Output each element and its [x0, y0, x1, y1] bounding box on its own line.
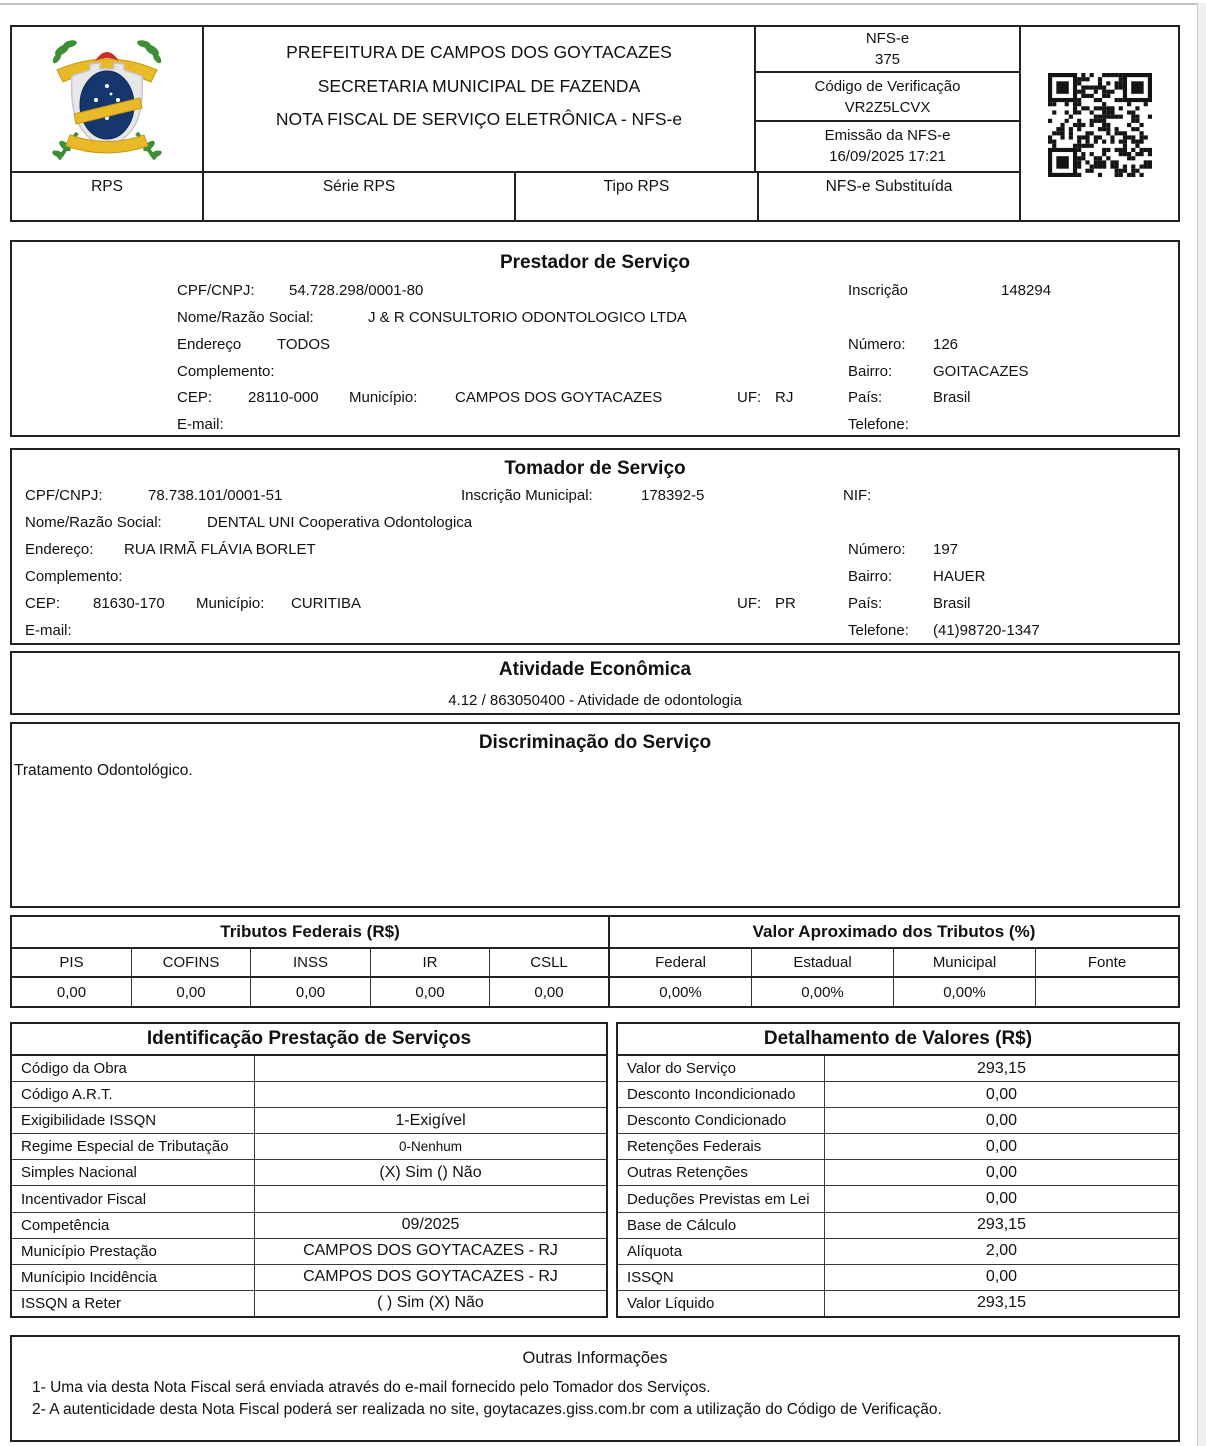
row-value: CAMPOS DOS GOYTACAZES - RJ	[303, 1242, 558, 1260]
row-label: Incentivador Fiscal	[12, 1186, 255, 1211]
tomador-endereco-value: RUA IRMÃ FLÁVIA BORLET	[124, 541, 316, 558]
tributos-federais-title: Tributos Federais (R$)	[12, 917, 610, 947]
row-label: Deduções Previstas em Lei	[618, 1186, 825, 1211]
municipal-coat-of-arms-logo	[32, 30, 182, 170]
tomador-endereco-label: Endereço:	[25, 541, 94, 558]
header-box	[10, 25, 1180, 222]
tomador-uf-label: UF:	[737, 595, 762, 612]
table-row	[12, 1212, 606, 1238]
table-row	[12, 1081, 606, 1107]
serie-rps-label: Série RPS	[204, 173, 516, 221]
table-row	[12, 1133, 606, 1159]
discriminacao-text: Tratamento Odontológico.	[14, 762, 193, 779]
col-federal: Federal	[610, 949, 752, 976]
tributos-table	[10, 915, 1180, 1008]
val-csll: 0,00	[490, 978, 610, 1006]
prestador-title: Prestador de Serviço	[499, 252, 691, 273]
header-title-line1: PREFEITURA DE CAMPOS DOS GOYTACAZES	[286, 42, 672, 62]
tomador-nome-label: Nome/Razão Social:	[25, 514, 162, 531]
tributos-column-headers	[12, 949, 1178, 978]
val-municipal: 0,00%	[894, 978, 1036, 1006]
row-value: 1-Exigível	[395, 1111, 466, 1129]
prestador-inscricao-label: Inscrição	[848, 282, 909, 299]
prestador-uf-label: UF:	[737, 389, 762, 406]
prestador-municipio-label: Município:	[349, 389, 418, 406]
val-inss: 0,00	[251, 978, 371, 1006]
row-value: 0,00	[985, 1163, 1018, 1181]
prestador-nome-value: J & R CONSULTORIO ODONTOLOGICO LTDA	[368, 309, 687, 326]
row-value: 293,15	[977, 1216, 1026, 1234]
prestador-bairro-label: Bairro:	[848, 363, 893, 380]
prestador-endereco-label: Endereço	[177, 336, 242, 353]
row-value: CAMPOS DOS GOYTACAZES - RJ	[303, 1268, 558, 1286]
prestador-cep-value: 28110-000	[248, 389, 319, 406]
table-row	[618, 1212, 1178, 1238]
row-label: Simples Nacional	[12, 1160, 255, 1185]
prestador-nome-label: Nome/Razão Social:	[177, 309, 314, 326]
row-label: Base de Cálculo	[618, 1213, 825, 1238]
tomador-cep-value: 81630-170	[93, 595, 165, 612]
logo-cell	[12, 27, 204, 171]
tomador-nif-label: NIF:	[843, 487, 872, 504]
row-value: 0,00	[985, 1190, 1018, 1208]
prestador-box	[10, 240, 1180, 437]
prestador-cpf-value: 54.728.298/0001-80	[289, 282, 424, 299]
tomador-nome-value: DENTAL UNI Cooperativa Odontologica	[207, 514, 473, 531]
row-value: 0,00	[985, 1111, 1018, 1129]
row-value: 293,15	[977, 1059, 1026, 1077]
tomador-box	[10, 448, 1180, 645]
table-row	[618, 1056, 1178, 1081]
table-row	[12, 1290, 606, 1316]
prestador-telefone-label: Telefone:	[848, 416, 909, 433]
row-value: ( ) Sim (X) Não	[377, 1294, 484, 1312]
col-cofins: COFINS	[132, 949, 251, 976]
page-right-edge	[1197, 3, 1198, 1446]
prestador-complemento-label: Complemento:	[177, 363, 275, 380]
table-row	[618, 1133, 1178, 1159]
tributos-aproximado-title: Valor Aproximado dos Tributos (%)	[752, 922, 1036, 941]
prestador-endereco-value: TODOS	[277, 336, 331, 353]
tomador-cpf-value: 78.738.101/0001-51	[148, 487, 283, 504]
table-row	[618, 1081, 1178, 1107]
emission-datetime: 16/09/2025 17:21	[829, 148, 946, 166]
row-value: 0-Nenhum	[398, 1139, 463, 1155]
qr-code	[1048, 73, 1152, 177]
row-label: Alíquota	[618, 1239, 825, 1264]
row-value	[255, 1186, 606, 1211]
col-municipal: Municipal	[894, 949, 1036, 976]
discriminacao-title: Discriminação do Serviço	[478, 732, 712, 753]
row-value: 0,00	[985, 1268, 1018, 1286]
row-label: Valor do Serviço	[618, 1056, 825, 1081]
prestador-cep-label: CEP:	[177, 389, 213, 406]
val-pis: 0,00	[12, 978, 132, 1006]
tomador-numero-value: 197	[933, 541, 959, 558]
atividade-box	[10, 651, 1180, 715]
tomador-bairro-value: HAUER	[933, 568, 986, 585]
prestador-inscricao-value: 148294	[1001, 282, 1052, 299]
tomador-municipio-label: Município:	[196, 595, 265, 612]
tomador-title: Tomador de Serviço	[504, 458, 686, 479]
row-label: ISSQN a Reter	[12, 1291, 255, 1316]
outras-line1: 1- Uma via desta Nota Fiscal será enviada através do e-mail fornecido pelo Tomador dos Serviços.	[32, 1379, 711, 1396]
detalhamento-title: Detalhamento de Valores (R$)	[618, 1024, 1178, 1056]
tomador-pais-value: Brasil	[933, 595, 971, 612]
identificacao-table	[10, 1022, 608, 1318]
table-row	[12, 1185, 606, 1211]
verification-code: VR2Z5LCVX	[844, 98, 931, 116]
row-label: Código da Obra	[12, 1056, 255, 1081]
row-label: Outras Retenções	[618, 1160, 825, 1185]
tomador-cpf-label: CPF/CNPJ:	[25, 487, 103, 504]
header-titles	[204, 27, 756, 171]
nfse-label: NFS-e	[865, 30, 910, 47]
table-row	[618, 1290, 1178, 1316]
prestador-cpf-label: CPF/CNPJ:	[177, 282, 255, 299]
tomador-pais-label: País:	[848, 595, 883, 612]
emission-cell	[756, 122, 1019, 171]
tomador-complemento-label: Complemento:	[25, 568, 123, 585]
tomador-municipio-value: CURITIBA	[291, 595, 362, 612]
tributos-values-row	[12, 978, 1178, 1006]
rps-row	[12, 171, 1019, 221]
row-label: Desconto Condicionado	[618, 1108, 825, 1133]
val-cofins: 0,00	[132, 978, 251, 1006]
row-label: Munícipio Incidência	[12, 1265, 255, 1290]
verification-code-cell	[756, 73, 1019, 122]
row-value: 293,15	[977, 1294, 1026, 1312]
rps-label: RPS	[12, 173, 204, 221]
row-label: Código A.R.T.	[12, 1082, 255, 1107]
tomador-telefone-label: Telefone:	[848, 622, 909, 639]
table-row	[618, 1264, 1178, 1290]
header-nfse-info	[756, 27, 1019, 171]
verification-label: Código de Verificação	[814, 77, 961, 95]
outras-line2: 2- A autenticidade desta Nota Fiscal poderá ser realizada no site, goytacazes.giss.com.br com a utilização do Código de Verificação.	[32, 1401, 942, 1418]
table-row	[618, 1185, 1178, 1211]
prestador-numero-label: Número:	[848, 336, 906, 353]
col-pis: PIS	[12, 949, 132, 976]
page-right-edge-fill	[1198, 3, 1206, 1446]
detalhamento-table	[616, 1022, 1180, 1318]
header-title-line2: SECRETARIA MUNICIPAL DE FAZENDA	[317, 75, 641, 96]
outras-informacoes-box	[10, 1335, 1180, 1442]
table-row	[618, 1159, 1178, 1185]
tomador-telefone-value: (41)98720-1347	[933, 622, 1040, 639]
emission-label: Emissão da NFS-e	[824, 127, 951, 145]
val-estadual: 0,00%	[752, 978, 894, 1006]
row-value: (X) Sim () Não	[379, 1163, 482, 1181]
table-row	[12, 1159, 606, 1185]
prestador-municipio-value: CAMPOS DOS GOYTACAZES	[455, 389, 663, 406]
table-row	[12, 1264, 606, 1290]
prestador-numero-value: 126	[933, 336, 959, 353]
table-row	[618, 1238, 1178, 1264]
outras-title: Outras Informações	[522, 1349, 668, 1367]
row-value: 0,00	[985, 1137, 1018, 1155]
row-value: 0,00	[985, 1085, 1018, 1103]
identificacao-title: Identificação Prestação de Serviços	[12, 1024, 606, 1056]
col-estadual: Estadual	[752, 949, 894, 976]
page-top-edge	[0, 3, 1206, 5]
row-label: Desconto Incondicionado	[618, 1082, 825, 1107]
table-row	[12, 1056, 606, 1081]
prestador-pais-value: Brasil	[933, 389, 971, 406]
tomador-inscricao-municipal-value: 178392-5	[641, 487, 705, 504]
row-label: Exigibilidade ISSQN	[12, 1108, 255, 1133]
tomador-inscricao-municipal-label: Inscrição Municipal:	[461, 487, 593, 504]
col-fonte: Fonte	[1087, 954, 1127, 971]
nfse-substituida-label: NFS-e Substituída	[825, 177, 953, 195]
row-label: Retenções Federais	[618, 1134, 825, 1159]
col-ir: IR	[371, 949, 490, 976]
discriminacao-box	[10, 722, 1180, 908]
row-label: ISSQN	[618, 1265, 825, 1290]
val-fonte	[1036, 978, 1178, 1006]
col-csll: CSLL	[490, 949, 610, 976]
header-title-line3: NOTA FISCAL DE SERVIÇO ELETRÔNICA - NFS-e	[275, 109, 683, 129]
row-value: 2,00	[985, 1242, 1018, 1260]
table-row	[618, 1107, 1178, 1133]
row-label: Regime Especial de Tributação	[12, 1134, 255, 1159]
row-value: 09/2025	[401, 1216, 460, 1234]
atividade-value: 4.12 / 863050400 - Atividade de odontologia	[448, 692, 742, 709]
col-inss: INSS	[251, 949, 371, 976]
nfse-number-cell	[756, 27, 1019, 73]
val-federal: 0,00%	[610, 978, 752, 1006]
val-ir: 0,00	[371, 978, 490, 1006]
tomador-bairro-label: Bairro:	[848, 568, 893, 585]
row-label: Competência	[12, 1213, 255, 1238]
header-main	[12, 27, 1019, 220]
prestador-email-label: E-mail:	[177, 416, 224, 433]
nfse-number: 375	[874, 51, 901, 68]
row-label: Valor Líquido	[618, 1291, 825, 1316]
table-row	[12, 1107, 606, 1133]
table-row	[12, 1238, 606, 1264]
row-label: Município Prestação	[12, 1239, 255, 1264]
qr-cell	[1019, 27, 1178, 220]
tomador-uf-value: PR	[775, 595, 796, 612]
prestador-uf-value: RJ	[775, 389, 794, 406]
prestador-bairro-value: GOITACAZES	[933, 363, 1029, 380]
tomador-cep-label: CEP:	[25, 595, 61, 612]
atividade-title: Atividade Econômica	[498, 659, 692, 680]
tomador-numero-label: Número:	[848, 541, 906, 558]
row-value	[255, 1082, 606, 1107]
tipo-rps-label: Tipo RPS	[516, 173, 759, 221]
prestador-pais-label: País:	[848, 389, 883, 406]
tomador-email-label: E-mail:	[25, 622, 72, 639]
row-value	[255, 1056, 606, 1081]
